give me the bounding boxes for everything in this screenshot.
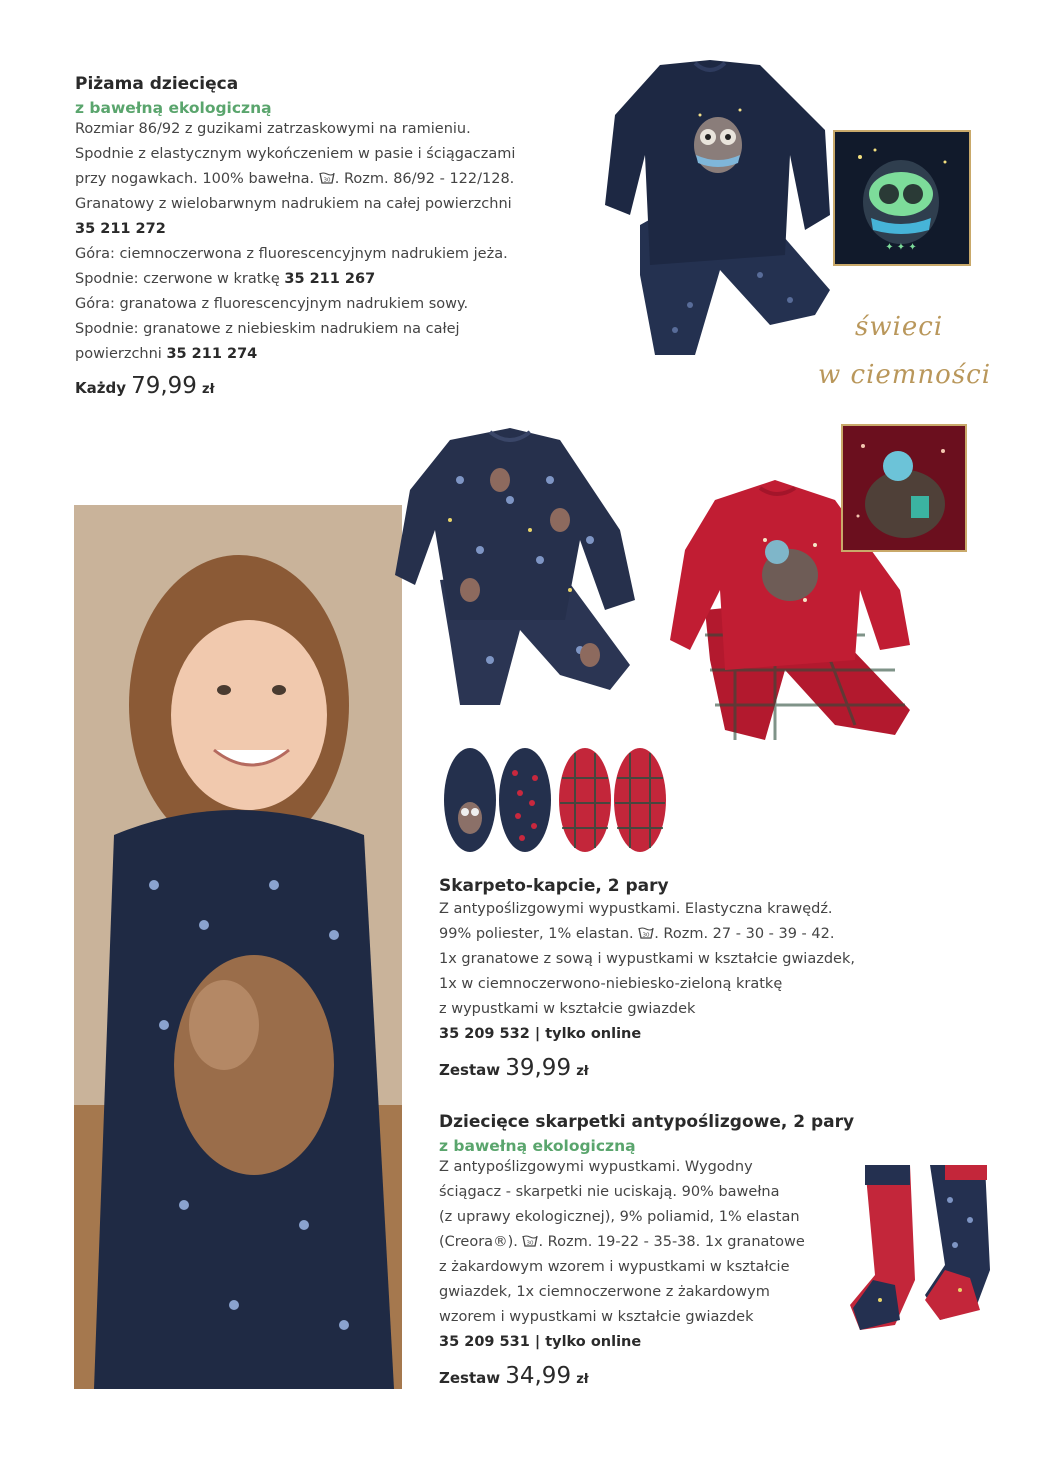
socks-line-4 [439,1230,869,1255]
pajama-line-3a: przy nogawkach. 100% bawełna. [75,171,315,187]
pajama-line-5: Góra: ciemnoczerwona z fluorescencyjnym nadrukiem jeża. [75,246,508,262]
slippers-line-1: Z antypoślizgowymi wypustkami. Elastyczna krawędź. [439,901,833,917]
svg-text:30: 30 [642,932,650,939]
glow-hedgehog-inset [841,424,967,552]
pajama-line-7: Góra: granatowa z fluorescencyjnym nadrukiem sowy. [75,296,469,312]
pajama-line-4: Granatowy z wielobarwnym nadrukiem na całej powierzchni [75,196,512,212]
socks-description [439,1112,869,1389]
wash-30-icon [319,171,335,184]
slippers-price [439,1055,959,1081]
wash-30-icon [638,926,654,939]
slipper-socks-image [440,748,670,858]
socks-price-currency: zł [576,1372,589,1387]
pajama-line-6 [75,267,595,292]
slippers-price-value: 39,99 [505,1055,572,1081]
pajama-description [75,74,595,399]
socks-line-6: gwiazdek, 1x ciemnoczerwone z żakardowym [439,1284,770,1300]
slippers-line-2b: . Rozm. 27 - 30 - 39 - 42. [654,926,835,942]
pajama-price-value: 79,99 [131,373,197,399]
slippers-line-3: 1x granatowe z sową i wypustkami w kształcie gwiazdek, [439,951,855,967]
socks-line-1: Z antypoślizgowymi wypustkami. Wygodny [439,1159,753,1175]
slippers-description [439,876,959,1081]
slippers-title: Skarpeto-kapcie, 2 pary [439,876,669,896]
glow-text-line-1: świeci [855,312,944,342]
slippers-price-currency: zł [576,1064,589,1079]
pajama-subtitle: z bawełną ekologiczną [75,99,272,117]
pajama-line-8: Spodnie: granatowe z niebieskim nadrukiem na całej [75,321,460,337]
socks-line-5: z żakardowym wzorem i wypustkami w kształcie [439,1259,790,1275]
pajama-line-9 [75,342,595,367]
pajama-code-3: 35 211 274 [166,346,258,362]
slippers-line-5: z wypustkami w kształcie gwiazdek [439,1001,696,1017]
pajama-price [75,373,595,399]
slippers-line-2a: 99% poliester, 1% elastan. [439,926,634,942]
girl-photo [74,505,402,1389]
wash-30-icon [522,1234,538,1247]
socks-image [845,1160,995,1340]
socks-line-3: (z uprawy ekologicznej), 9% poliamid, 1% elastan [439,1209,800,1225]
svg-text:✦ ✦ ✦: ✦ ✦ ✦ [885,242,917,253]
socks-code: 35 209 531 | tylko online [439,1334,642,1350]
pajama-title: Piżama dziecięca [75,74,239,94]
navy-owl-pajama-image [600,55,840,365]
glow-text-line-2: w ciemności [818,360,992,390]
socks-line-2: ściągacz - skarpetki nie uciskają. 90% bawełna [439,1184,780,1200]
pajama-line-3 [75,167,595,192]
svg-text:30: 30 [323,177,331,184]
pajama-line-2: Spodnie z elastycznym wykończeniem w pasie i ściągaczami [75,146,516,162]
slippers-price-label: Zestaw [439,1061,501,1079]
socks-price-value: 34,99 [505,1363,572,1389]
pajama-line-3b: . Rozm. 86/92 - 122/128. [334,171,515,187]
socks-subtitle: z bawełną ekologiczną [439,1137,636,1155]
pajama-line-6-text: Spodnie: czerwone w kratkę [75,271,280,287]
pajama-line-9-text: powierzchni [75,346,162,362]
socks-price [439,1363,869,1389]
pajama-line-1: Rozmiar 86/92 z guzikami zatrzaskowymi na ramieniu. [75,121,471,137]
slippers-code: 35 209 532 | tylko online [439,1026,642,1042]
pajama-code-2: 35 211 267 [284,271,376,287]
pajama-price-currency: zł [202,382,215,397]
slippers-line-4: 1x w ciemnoczerwono-niebiesko-zieloną kratkę [439,976,783,992]
glow-owl-inset [833,130,971,266]
socks-title: Dziecięce skarpetki antypoślizgowe, 2 pary [439,1112,855,1132]
slippers-line-2 [439,922,959,947]
socks-line-4b: . Rozm. 19-22 - 35-38. 1x granatowe [538,1234,805,1250]
socks-price-label: Zestaw [439,1369,501,1387]
svg-text:30: 30 [526,1240,534,1247]
pajama-price-label: Każdy [75,379,126,397]
navy-print-pajama-image [390,420,640,710]
socks-line-4a: (Creora®). [439,1234,518,1250]
pajama-code-1: 35 211 272 [75,221,166,237]
socks-line-7: wzorem i wypustkami w kształcie gwiazdek [439,1309,754,1325]
